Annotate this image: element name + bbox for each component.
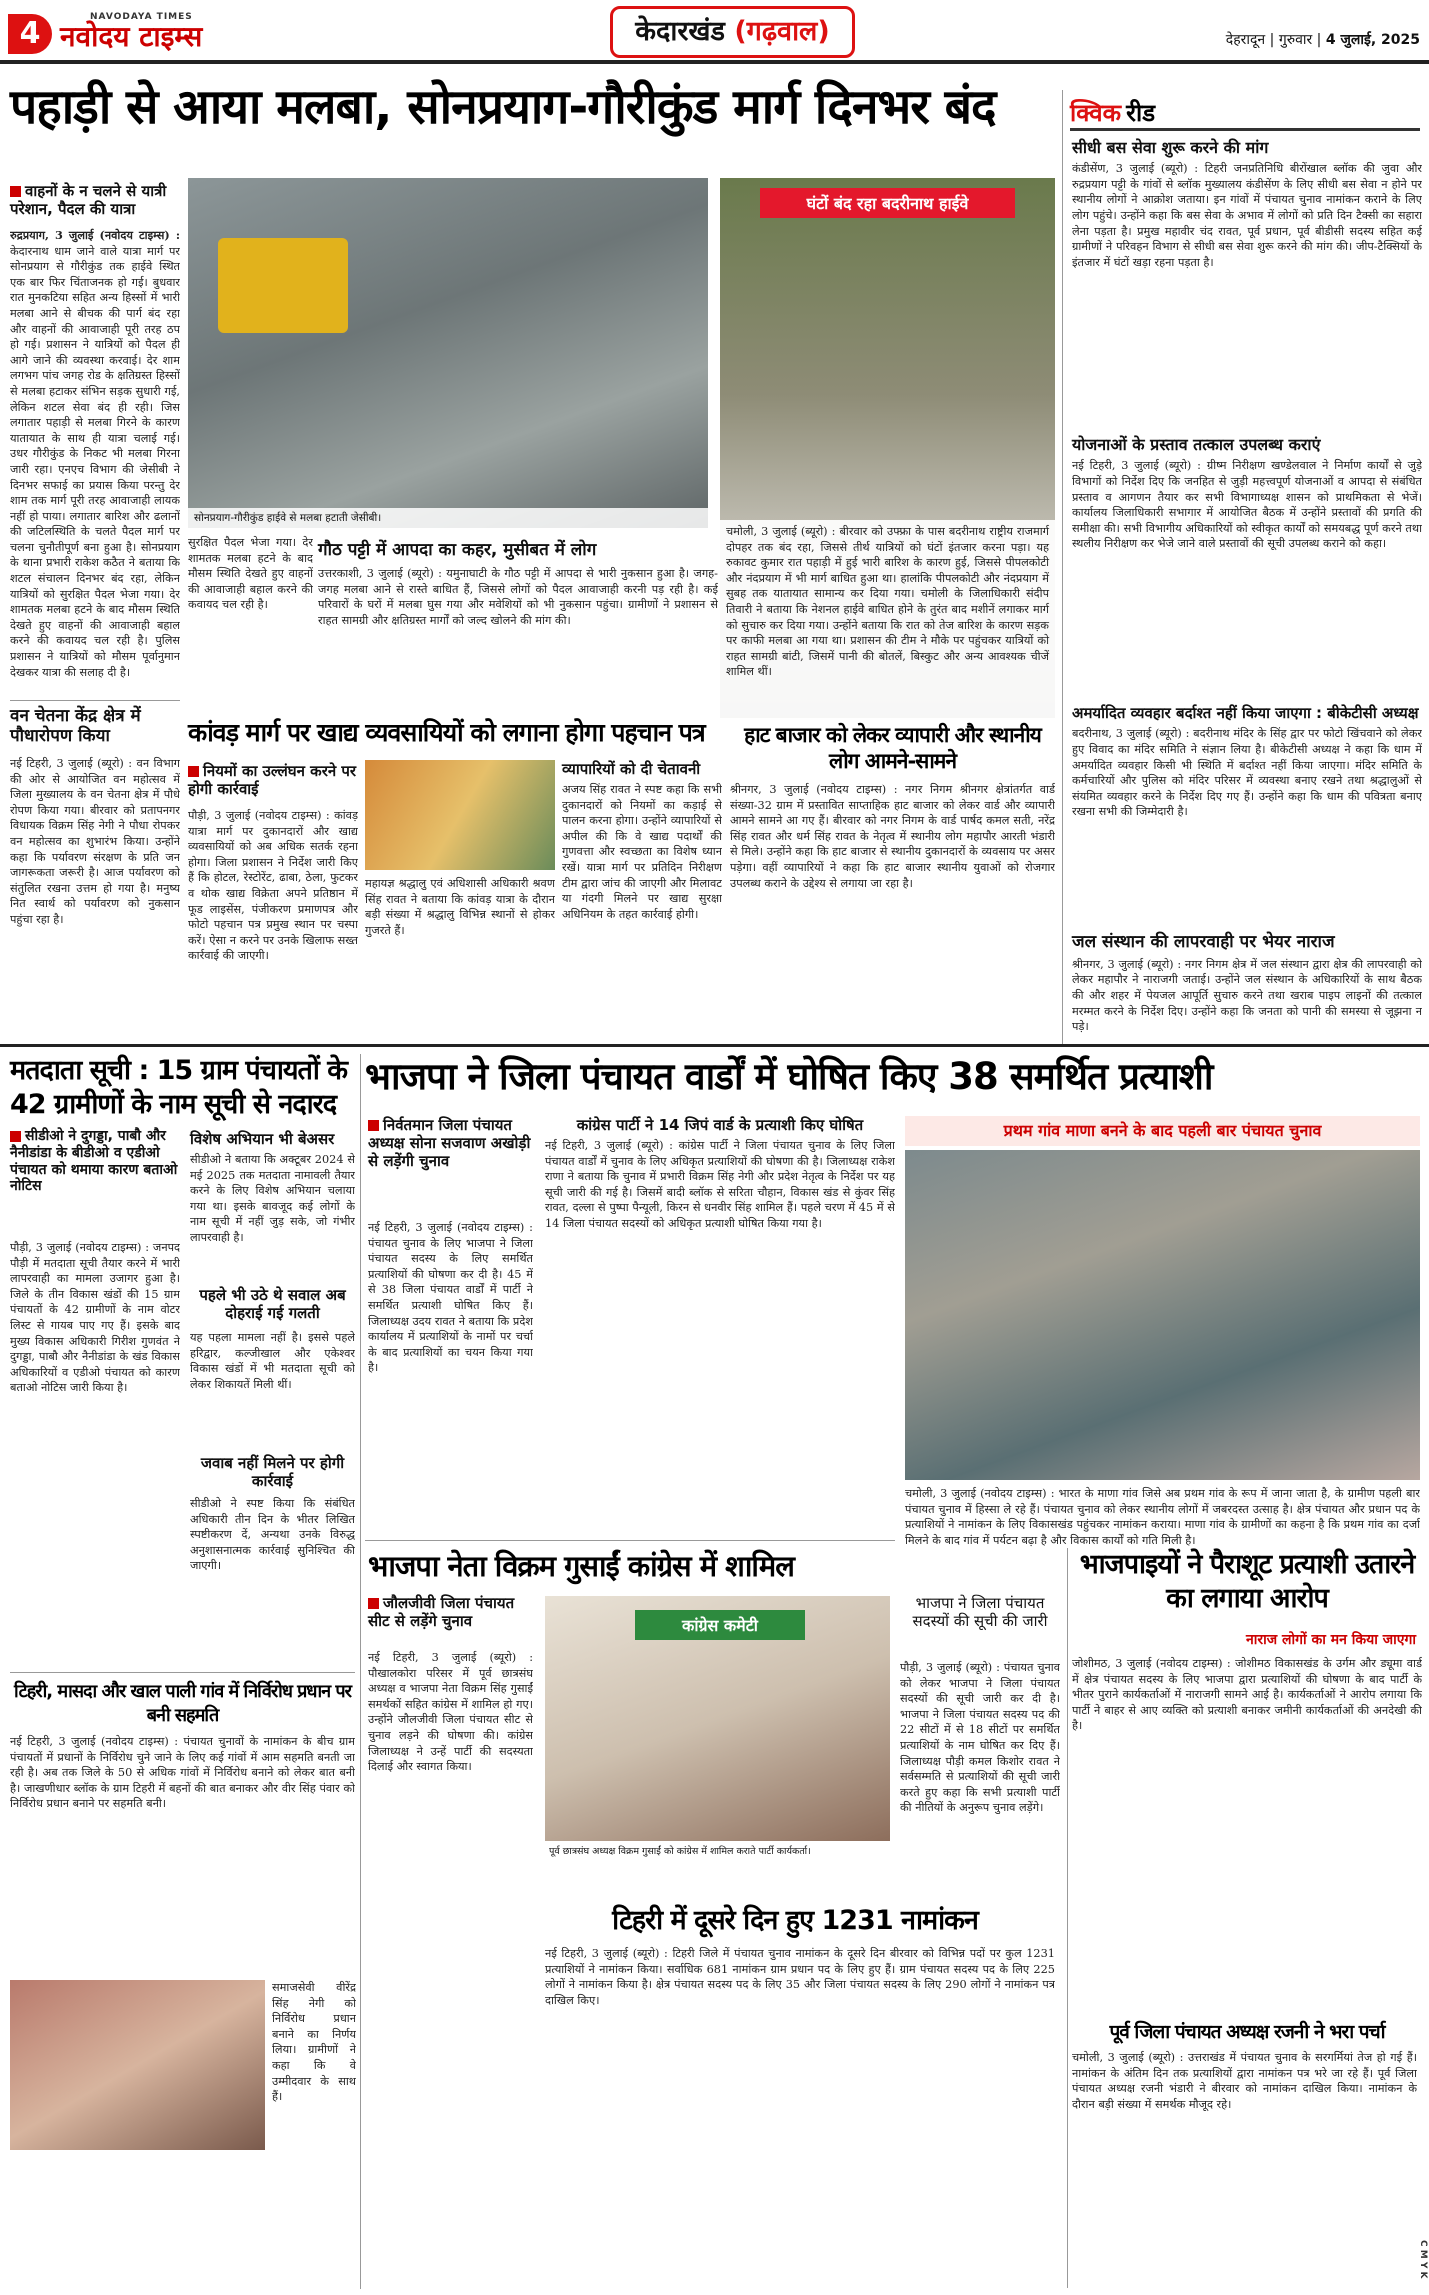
haat-headline: हाट बाजार को लेकर व्यापारी और स्थानीय लोग आमने-सामने [744, 723, 1041, 773]
bjpsuchi-body: पौड़ी, 3 जुलाई (ब्यूरो) : पंचायत चुनाव को लेकर भाजपा ने जिला पंचायत सदस्यों की सूची जारी कर दी है। भाजपा ने जिला पंचायत सदस्य पद की 22 सीटों में से 18 सीटों पर समर्थित प्रत्याशियों के नाम घोषित कर दिए हैं। जिलाध्यक्ष पौड़ी कमल किशोर रावत ने सर्वसम्मति से प्रत्याशियों की सूची जारी करते हुए कहा कि सभी प्रत्याशी पार्टी की नीतियों के अनुरूप चुनाव लड़ेंगे। [900, 1661, 1060, 1815]
rajni-body: चमोली, 3 जुलाई (ब्यूरो) : उत्तराखंड में पंचायत चुनाव के सरगर्मियां तेज हो गई हैं। नामांकन के अंतिम दिन तक प्रत्याशियों द्वारा नामांकन पत्र भरे जा रहे हैं। पूर्व जिला पंचायत अध्यक्ष रजनी भंडारी ने बीरवार को नामांकन दाखिल किया। नामांकन के दौरान बड़ी संख्या में समर्थक मौजूद रहे। [1072, 2051, 1417, 2111]
parachute-body: जोशीमठ, 3 जुलाई (नवोदय टाइम्स) : जोशीमठ विकासखंड के उर्गम और ड्यूमा वार्ड में क्षेत्र पंचायत सदस्य के लिए भाजपा द्वारा प्रत्याशियों की घोषणा के बाद पार्टी के भीतर पुराने कार्यकर्ताओं में नाराजगी सामने आई है। कार्यकर्ताओं ने आरोप लगाया कि पार्टी ने बाहर से आए व्यक्ति को प्रत्याशी बनाकर जमीनी कार्यकर्ताओं की अनदेखी की है। [1072, 1657, 1422, 1733]
bjp38-subhead: कांग्रेस पार्टी ने 14 जिपं वार्ड के प्रत्याशी किए घोषित [576, 1116, 864, 1134]
nirvachan-headline: निर्वतमान जिला पंचायत अध्यक्ष सोना सजवाण अखोड़ी से लड़ेंगी चुनाव [368, 1116, 531, 1170]
dateline-day: गुरुवार [1278, 32, 1313, 48]
parachute-headline: भाजपाइयों ने पैराशूट प्रत्याशी उतारने का लगाया आरोप [1079, 1549, 1415, 1614]
brand-small: NAVODAYA TIMES [90, 12, 193, 22]
nirvirodh-side: समाजसेवी वीरेंद्र सिंह नेगी को निर्विरोध प्रधान बनाने का निर्णय लिया। ग्रामीणों ने कहा कि वे उम्मीदवार के साथ हैं। [272, 1981, 356, 2104]
vishesh-body: सीडीओ ने बताया कि अक्टूबर 2024 से मई 2025 तक मतदाता नामावली तैयार करने के लिए विशेष अभियान चलाया गया था। इसके बावजूद कई लोगों के नाम सूची में नहीं जुड़ सके, जो गंभीर लापरवाही है। [190, 1153, 355, 1244]
quick-item-body: कंडीसेंण, 3 जुलाई (ब्यूरो) : टिहरी जनप्रतिनिधि बीरोंखाल ब्लॉक की जुवा और रुद्रप्रयाग पट्टी के गांवों से ब्लॉक मुख्यालय कंडीसेंण के लिए सीधी बस सेवा न होने पर स्थानीय लोगों ने आक्रोश जताया। इन गांवों में पंचायत चुनाव नामांकन कराने के लिए लोग पहुंचे। उन्होंने कहा कि बस सेवा के अभाव में लोगों को प्रति दिन टैक्सी का सहारा लेना पड़ता है। प्रमुख महावीर चंद रावत, पूर्व प्रधान, पूर्व बीडीसी सदस्य सहित कई ग्रामीणों ने परिवहन विभाग से सीधी बस सेवा शुरू करने की मांग की। जीप-टैक्सियों के इंतजार में घंटों खड़ा रहना पड़ता है। [1072, 162, 1422, 269]
quick-item-body: बदरीनाथ, 3 जुलाई (ब्यूरो) : बदरीनाथ मंदिर के सिंह द्वार पर फोटो खिंचवाने को लेकर हुए विवाद का मंदिर समिति ने संज्ञान लिया है। बीकेटीसी अध्यक्ष ने कहा कि धाम में अमर्यादित व्यवहार किसी भी स्थिति में बर्दाश्त नहीं किया जाएगा। मंदिर समिति के कर्मचारियों और पुलिस को मंदिर परिसर में व्यवस्था बनाए रखने तथा श्रद्धालुओं से संयमित व्यवहार करने के निर्देश दिए गए हैं। उन्होंने कहा कि धाम की पवित्रता बनाए रखना सभी की जिम्मेदारी है। [1072, 727, 1422, 819]
vyapari-headline: व्यापारियों को दी चेतावनी [562, 760, 701, 778]
badrinath-caption: चमोली, 3 जुलाई (ब्यूरो) : बीरवार को उफ्फ्रा के पास बदरीनाथ राष्ट्रीय राजमार्ग दोपहर तक बंद रहा, जिससे तीर्थ यात्रियों को घंटों इंतजार करना पड़ा। यह रुकावट कुमार रात पहाड़ी में हुई भारी बारिश के कारण हुई, जिससे पीपलकोटी और नंदप्रयाग में भी मार्ग बाधित हुआ था। हालांकि पीपलकोटी और नंदप्रयाग में सुबह तक यातायात सामान्य कर दिया गया। चमोली के जिलाधिकारी संदीप तिवारी ने बताया कि नेशनल हाईवे बाधित होने के तुरंत बाद मशीनें लगाकर मार्ग को सुचारु कर दिया गया। उन्होंने बताया कि रात को तेज बारिश के कारण सड़क पर काफी मलबा आ गया था। प्रशासन की टीम ने मौके पर पहुंचकर यात्रियों को राहत सामग्री बांटी, जिसमें पानी की बोतलें, बिस्कुट और अन्य आवश्यक चीजें शामिल थीं। [720, 520, 1055, 720]
lead-body-cont: सुरक्षित पैदल भेजा गया। देर शामतक मलबा हटने के बाद मौसम स्थिति देखते हुए वाहनों की आवाजाही बहाल करने की कवायद चल रही है। [188, 536, 313, 612]
brand-logo [60, 12, 260, 54]
nirvirodh-photo [10, 1980, 265, 2150]
lead-dateline: रुद्रप्रयाग, 3 जुलाई (नवोदय टाइम्स) : [10, 228, 180, 242]
quick-item-body: नई टिहरी, 3 जुलाई (ब्यूरो) : ग्रीष्म निरीक्षण खण्डेलवाल ने निर्माण कार्यों से जुड़े विभागों को निर्देश दिए कि जनहित से जुड़ी महत्त्वपूर्ण योजनाओं व आपदा से संबंधित प्रस्ताव व आगणन तैयार कर सभी विभागाध्यक्ष शासन को प्राथमिकता से भेजें। कार्यालय जिलाधिकारी सभागार में आयोजित बैठक में उन्होंने प्रस्तावों की प्रगति की समीक्षा की। सभी विभागीय अधिकारियों को स्वीकृत कार्यों को समयबद्ध पूर्ण करने तथा स्थलीय निरीक्षण कर भेजे जाने वाले प्रस्तावों की सूची उपलब्ध कराने को कहा। [1072, 459, 1422, 551]
vikram-photo-caption: पूर्व छात्रसंघ अध्यक्ष विक्रम गुसाईं को कांग्रेस में शामिल कराते पार्टी कार्यकर्ता। [545, 1842, 890, 1860]
nirvachan-body: नई टिहरी, 3 जुलाई (नवोदय टाइम्स) : पंचायत चुनाव के लिए भाजपा ने जिला पंचायत सदस्य के लिए समर्थित प्रत्याशियों की घोषणा कर दी है। 45 में से 38 जिला पंचायत वार्डों में पार्टी ने समर्थित प्रत्याशी घोषित किए हैं। जिलाध्यक्ष उदय रावत ने बताया कि प्रदेश कार्यालय में प्रत्याशियों के नामों पर चर्चा के बाद प्रत्याशियों का चयन किया गया है। [368, 1221, 533, 1375]
kanwar-headline: कांवड़ मार्ग पर खाद्य व्यवसायियों को लगाना होगा पहचान पत्र [188, 718, 705, 747]
kanwar-photo-caption: महायज्ञ श्रद्धालु एवं अधिशासी अधिकारी श्रवण सिंह रावत ने बताया कि कांवड़ यात्रा के दौरान बड़ी संख्या में श्रद्धालु विभिन्न स्थानों से होकर गुजरते हैं। [365, 877, 555, 937]
quick-label-b: रीड [1126, 99, 1156, 127]
vanchetna-body: नई टिहरी, 3 जुलाई (ब्यूरो) : वन विभाग की ओर से आयोजित वन महोत्सव में जिला मुख्यालय के वन चेतना क्षेत्र में पौधे रोपण किया गया। बीरवार को प्रतापनगर विधायक विक्रम सिंह नेगी ने पौधा रोपकर वन महोत्सव का शुभारंभ किया। उन्होंने कहा कि पर्यावरण संरक्षण के प्रति जन जागरूकता जरूरी है। आज पर्यावरण को संतुलित रखना उत्तम हो गया है। मनुष्य नित स्वार्थ को पर्यावरण को नुकसान पहुंचा रहा है। [10, 757, 180, 926]
divider [10, 700, 180, 701]
masthead-rule [0, 60, 1429, 64]
vishesh-sub3: जवाब नहीं मिलने पर होगी कार्रवाई [200, 1454, 345, 1490]
gauthi-body: उत्तरकाशी, 3 जुलाई (ब्यूरो) : यमुनाघाटी के गौठ पट्टी में आपदा से भारी नुकसान हुआ है। जगह-जगह मलबा आने से रास्ते बाधित हैं, जिससे लोगों को पैदल आवाजाही करनी पड़ रही है। कई परिवारों के घरों में मलबा घुस गया और मवेशियों को भी नुकसान पहुंचा। ग्रामीणों ने प्रशासन से राहत सामग्री और क्षतिग्रस्त मार्गों को जल्द खोलने की मांग की। [318, 567, 718, 627]
mana-banner: प्रथम गांव माणा बनने के बाद पहली बार पंचायत चुनाव [1003, 1121, 1322, 1140]
vyapari-body: अजय सिंह रावत ने स्पष्ट कहा कि सभी दुकानदारों को नियमों का कड़ाई से पालन करना होगा। उन्होंने व्यापारियों से अपील की कि वे खाद्य पदार्थों की गुणवत्ता और स्वच्छता का विशेष ध्यान रखें। यात्रा मार्ग पर प्रतिदिन निरीक्षण टीम द्वारा जांच की जाएगी और मिलावट या गंदगी मिलने पर खाद्य सुरक्षा अधिनियम के तहत कार्रवाई होगी। [562, 783, 722, 921]
bjp38-body: नई टिहरी, 3 जुलाई (ब्यूरो) : कांग्रेस पार्टी ने जिला पंचायत चुनाव के लिए जिला पंचायत वार्डों में चुनाव के लिए अधिकृत प्रत्याशियों की घोषणा की है। जिलाध्यक्ष राकेश राणा ने बताया कि चुनाव में प्रभारी विक्रम सिंह नेगी और प्रदेश नेतृत्व के निर्देश पर यह सूची जारी की गई है। जिसमें बादी ब्लॉक से सरिता चौहान, विकास खंड से कुंवर सिंह रावत, दल्ला से पुष्पा पैन्यूली, किरन से धनवीर सिंह शामिल हैं। पहले चरण में 45 में से 14 जिला पंचायत सदस्यों को अधिकृत प्रत्याशी घोषित किया गया है। [545, 1139, 895, 1230]
column-rule [1067, 1548, 1068, 2288]
vikram-subhead: जौलजीवी जिला पंचायत सीट से लड़ेंगे चुनाव [368, 1594, 515, 1630]
quick-item-headline: अमर्यादित व्यवहार बर्दाश्त नहीं किया जाएगा : बीकेटीसी अध्यक्ष [1072, 704, 1419, 723]
kanwar-photo [365, 760, 555, 870]
mana-banner-box [905, 1116, 1420, 1146]
vishesh-body2: यह पहला मामला नहीं है। इससे पहले हरिद्वार, कल्जीखाल और एकेश्वर विकास खंडों में भी मतदाता सूची को लेकर शिकायतें मिली थीं। [190, 1331, 355, 1391]
kanwar-subhead: नियमों का उल्लंघन करने पर होगी कार्रवाई [188, 762, 357, 798]
divider [365, 1540, 895, 1541]
kanwar-body: पौड़ी, 3 जुलाई (नवोदय टाइम्स) : कांवड़ यात्रा मार्ग पर दुकानदारों और खाद्य व्यवसायियों को अब अधिक सतर्क रहना होगा। जिला प्रशासन ने निर्देश जारी किए हैं कि होटल, रेस्टोरेंट, ढाबा, ठेला, फुटकर व थोक खाद्य विक्रेता अपने प्रतिष्ठान में फूड लाइसेंस, पंजीकरण प्रमाणपत्र और फोटो पहचान पत्र प्रमुख स्थान पर चस्पा करें। ऐसा न करने पर उनके खिलाफ सख्त कार्रवाई की जाएगी। [188, 809, 358, 963]
section-rule [0, 1044, 1429, 1047]
quick-read-list [1072, 138, 1422, 1077]
haat-body: श्रीनगर, 3 जुलाई (नवोदय टाइम्स) : नगर निगम श्रीनगर क्षेत्रांतर्गत वार्ड संख्या-32 ग्राम में प्रस्तावित साप्ताहिक हाट बाजार को लेकर वार्ड और व्यापारी आमने सामने आ गए हैं। बीरवार को नगर निगम के वार्ड पार्षद कमल सती, नरेंद्र सिंह रावत और धर्म सिंह रावत के नेतृत्व में स्थानीय लोग महापौर आरती भंडारी से मिले। उन्होंने कहा कि हाट बाजार से स्थानीय दुकानदारों के व्यवसाय पर असर पड़ेगा। वहीं व्यापारियों ने कहा कि हाट बाजार स्थानीय युवाओं को रोजगार उपलब्ध कराने के उद्देश्य से लगाया जा रहा है। [730, 783, 1055, 890]
section-label [610, 6, 855, 58]
spacer [188, 528, 708, 532]
bjpsuchi-headline: भाजपा ने जिला पंचायत सदस्यों की सूची की जारी [912, 1594, 1048, 1630]
brand-name: नवोदय टाइम्स [60, 20, 203, 53]
quick-item-body: श्रीनगर, 3 जुलाई (ब्यूरो) : नगर निगम क्षेत्र में जल संस्थान द्वारा क्षेत्र की लापरवाही को लेकर महापौर ने नाराजगी जताई। उन्होंने जल संस्थान के अधिकारियों के साथ बैठक की और शहर में पेयजल आपूर्ति सुचारु करने तथा खराब पाइप लाइनों की तत्काल मरम्मत करने के निर्देश दिए। उन्होंने कहा कि जनता को पानी की समस्या से जूझना न पड़े। [1072, 957, 1422, 1034]
quick-item-headline: सीधी बस सेवा शुरू करने की मांग [1072, 138, 1269, 157]
nirvirodh-headline: टिहरी, मासदा और खाल पाली गांव में निर्विरोध प्रधान पर बनी सहमति [13, 1681, 352, 1726]
tehri1231-body: नई टिहरी, 3 जुलाई (ब्यूरो) : टिहरी जिले में पंचायत चुनाव नामांकन के दूसरे दिन बीरवार को विभिन्न पदों पर कुल 1231 प्रत्याशियों ने नामांकन किया। सर्वाधिक 681 नामांकन ग्राम प्रधान पद के लिए हुए हैं। ग्राम पंचायत सदस्य पद के लिए 225 लोगों ने नामांकन किया है। क्षेत्र पंचायत सदस्य पद के लिए 35 और जिला पंचायत सदस्य के लिए 290 लोगों ने नामांकन पत्र दाखिल किए। [545, 1947, 1055, 2007]
section-main: केदारखंड [635, 16, 725, 47]
vishesh-body3: सीडीओ ने स्पष्ट किया कि संबंधित अधिकारी तीन दिन के भीतर लिखित स्पष्टीकरण दें, अन्यथा उनके विरुद्ध अनुशासनात्मक कार्रवाई सुनिश्चित की जाएगी। [190, 1497, 355, 1573]
nirvirodh-body: नई टिहरी, 3 जुलाई (नवोदय टाइम्स) : पंचायत चुनावों के नामांकन के बीच ग्राम पंचायतों में प्रधानों के निर्विरोध चुने जाने के लिए कई गांवों में आम सहमति बनती जा रही है। अब तक जिले के 50 से अधिक गांवों में निर्विरोध बनाने को लेकर बात बनी है। जाखणीधार ब्लॉक के ग्राम टिहरी में बहनों की बात बनाकर और वीर सिंह पंवार को निर्विरोध प्रधान बनाने पर सहमति बनी। [10, 1735, 355, 1811]
quick-read-header [1070, 96, 1420, 131]
jcb-shape [218, 238, 348, 333]
mana-photo [905, 1150, 1420, 1480]
lead-subhead: वाहनों के न चलने से यात्री परेशान, पैदल की यात्रा [10, 182, 167, 218]
parachute-sub: नाराज लोगों का मन किया जाएगा [1246, 1632, 1417, 1648]
cmyk-marker: C M Y K [1418, 2240, 1428, 2279]
tehri1231-headline: टिहरी में दूसरे दिन हुए 1231 नामांकन [612, 1905, 978, 1936]
vikram-photo [545, 1596, 890, 1841]
vikram-body: नई टिहरी, 3 जुलाई (ब्यूरो) : पौखालकोरा परिसर में पूर्व छात्रसंघ अध्यक्ष व भाजपा नेता विक्रम सिंह गुसाईं समर्थकों सहित कांग्रेस में शामिल हो गए। उन्होंने जौलजीवी जिला पंचायत सीट से चुनाव लड़ने की घोषणा की। कांग्रेस जिलाध्यक्ष ने उन्हें पार्टी की सदस्यता दिलाई और स्वागत किया। [368, 1651, 533, 1774]
vishesh-headline: विशेष अभियान भी बेअसर [190, 1130, 335, 1148]
mana-body: चमोली, 3 जुलाई (नवोदय टाइम्स) : भारत के माणा गांव जिसे अब प्रथम गांव के रूप में जाना जाता है, के ग्रामीण पहली बार पंचायत चुनाव में हिस्सा ले रहे हैं। पंचायत चुनाव को लेकर स्थानीय लोगों में जबरदस्त उत्साह है। क्षेत्र पंचायत और प्रधान पद के प्रत्याशियों ने नामांकन के लिए विकासखंड पहुंचकर नामांकन कराया। माणा गांव के ग्रामीणों का कहना है कि प्रथम गांव का दर्जा मिलने के बाद गांव में पर्यटन बढ़ा है और विकास कार्यों को गति मिली है। [905, 1487, 1420, 1547]
vikram-photo-banner: कांग्रेस कमेटी [635, 1610, 805, 1640]
column-rule [1062, 90, 1063, 1045]
vanchetna-headline: वन चेतना केंद्र क्षेत्र में पौधारोपण किया [10, 706, 141, 747]
lead-photo [188, 178, 708, 528]
divider [10, 1672, 355, 1673]
page-number: 4 [8, 14, 52, 54]
vishesh-sub2: पहले भी उठे थे सवाल अब दोहराई गई गलती [199, 1286, 346, 1322]
dateline-date: 4 जुलाई, 2025 [1325, 32, 1420, 48]
lead-body [10, 228, 180, 698]
lead-headline: पहाड़ी से आया मलबा, सोनप्रयाग-गौरीकुंड मार्ग दिनभर बंद [10, 79, 996, 135]
badrinath-banner: घंटों बंद रहा बदरीनाथ हाईवे [760, 188, 1015, 218]
column-rule [360, 1054, 361, 2289]
lead-photo-caption: सोनप्रयाग-गौरीकुंड हाईवे से मलबा हटाती जेसीबी। [188, 508, 708, 528]
section-sub: (गढ़वाल) [734, 16, 830, 47]
vikram-headline: भाजपा नेता विक्रम गुसाईं कांग्रेस में शामिल [368, 1549, 794, 1583]
quick-item-headline: जल संस्थान की लापरवाही पर भेयर नाराज [1072, 932, 1335, 953]
lead-text: केदारनाथ धाम जाने वाले यात्रा मार्ग पर सोनप्रयाग से गौरीकुंड तक हाईवे स्थित एक बार फिर चिंताजनक हो गई। बुधवार रात मुनकटिया सहित अन्य हिस्सों में भारी मलबा आने से बीचक की पार्ग बंद रहा और वाहनों की आवाजाही पूरी तरह ठप हो गई। प्रशासन ने यात्रियों को पैदल ही आगे जाने की व्यवस्था करवाई। देर शाम लगभग पांच जगह रोड के क्षतिग्रस्त हिस्सों से मलबा हटाकर संभिन सड़क सुधारी गई, लेकिन शटल सेवा बंद ही रही। जिस लगातार पहाड़ी से मलबा गिरने के कारण यातायात के साथ ही यात्रा चलाई गई। उधर गौरीकुंड के निकट भी मलबा गिरना जारी रहा। एनएच विभाग की जेसीबी ने दिनभर सफाई का प्रयास किया परन्तु देर शाम तक मार्ग पूरी तरह आवाजाही लायक नहीं हो पाया। लगातार बारिश और ढलानों की जटिलस्थिति के चलते पैदल मार्ग पर चलना चुनौतीपूर्ण बना हुआ है। सोनप्रयाग के थाना प्रभारी राकेश कठैत ने बताया कि शटल संचालन दिनभर बंद रहा, लेकिन यात्रियों को सुरक्षित पैदल भेजा गया। देर शामतक मलबा हटने के बाद मौसम स्थिति देखते हुए वाहनों की आवाजाही बहाल करने की कवायद चल रही है। पुलिस प्रशासन ने यात्रियों को मौसम पूर्वानुमान देखकर यात्रा की सलाह दी है। [10, 244, 180, 679]
dateline-city: देहरादून [1225, 32, 1266, 48]
quick-label-a: क्विक [1070, 99, 1122, 127]
matdata-subhead: सीडीओ ने दुगड्डा, पाबौ और नैनीडांडा के बीडीओ व एडीओ पंचायत को थमाया कारण बताओ नोटिस [10, 1128, 178, 1195]
matdata-headline: मतदाता सूची : 15 ग्राम पंचायतों के 42 ग्रामीणों के नाम सूची से नदारद [10, 1055, 348, 1120]
matdata-body: पौड़ी, 3 जुलाई (नवोदय टाइम्स) : जनपद पौड़ी में मतदाता सूची तैयार करने में भारी लापरवाही का मामला उजागर हुआ है। जिले के तीन विकास खंडों की 15 ग्राम पंचायतों के 42 ग्रामीणों के नाम वोटर लिस्ट से गायब पाए गए हैं। इसके बाद मुख्य विकास अधिकारी गिरीश गुणवंत ने दुगड्डा, पाबौ और नैनीडांडा के खंड विकास अधिकारियों व एडीओ पंचायत को कारण बताओ नोटिस जारी किया है। [10, 1241, 180, 1395]
rajni-headline: पूर्व जिला पंचायत अध्यक्ष रजनी ने भरा पर्चा [1109, 2021, 1385, 2043]
dateline: देहरादून | गुरुवार | 4 जुलाई, 2025 [1225, 32, 1420, 48]
gauthi-headline: गौठ पट्टी में आपदा का कहर, मुसीबत में लोग [318, 540, 597, 560]
bjp38-headline: भाजपा ने जिला पंचायत वार्डों में घोषित किए 38 समर्थित प्रत्याशी [365, 1055, 1213, 1098]
quick-item-headline: योजनाओं के प्रस्ताव तत्काल उपलब्ध कराएं [1072, 435, 1321, 455]
